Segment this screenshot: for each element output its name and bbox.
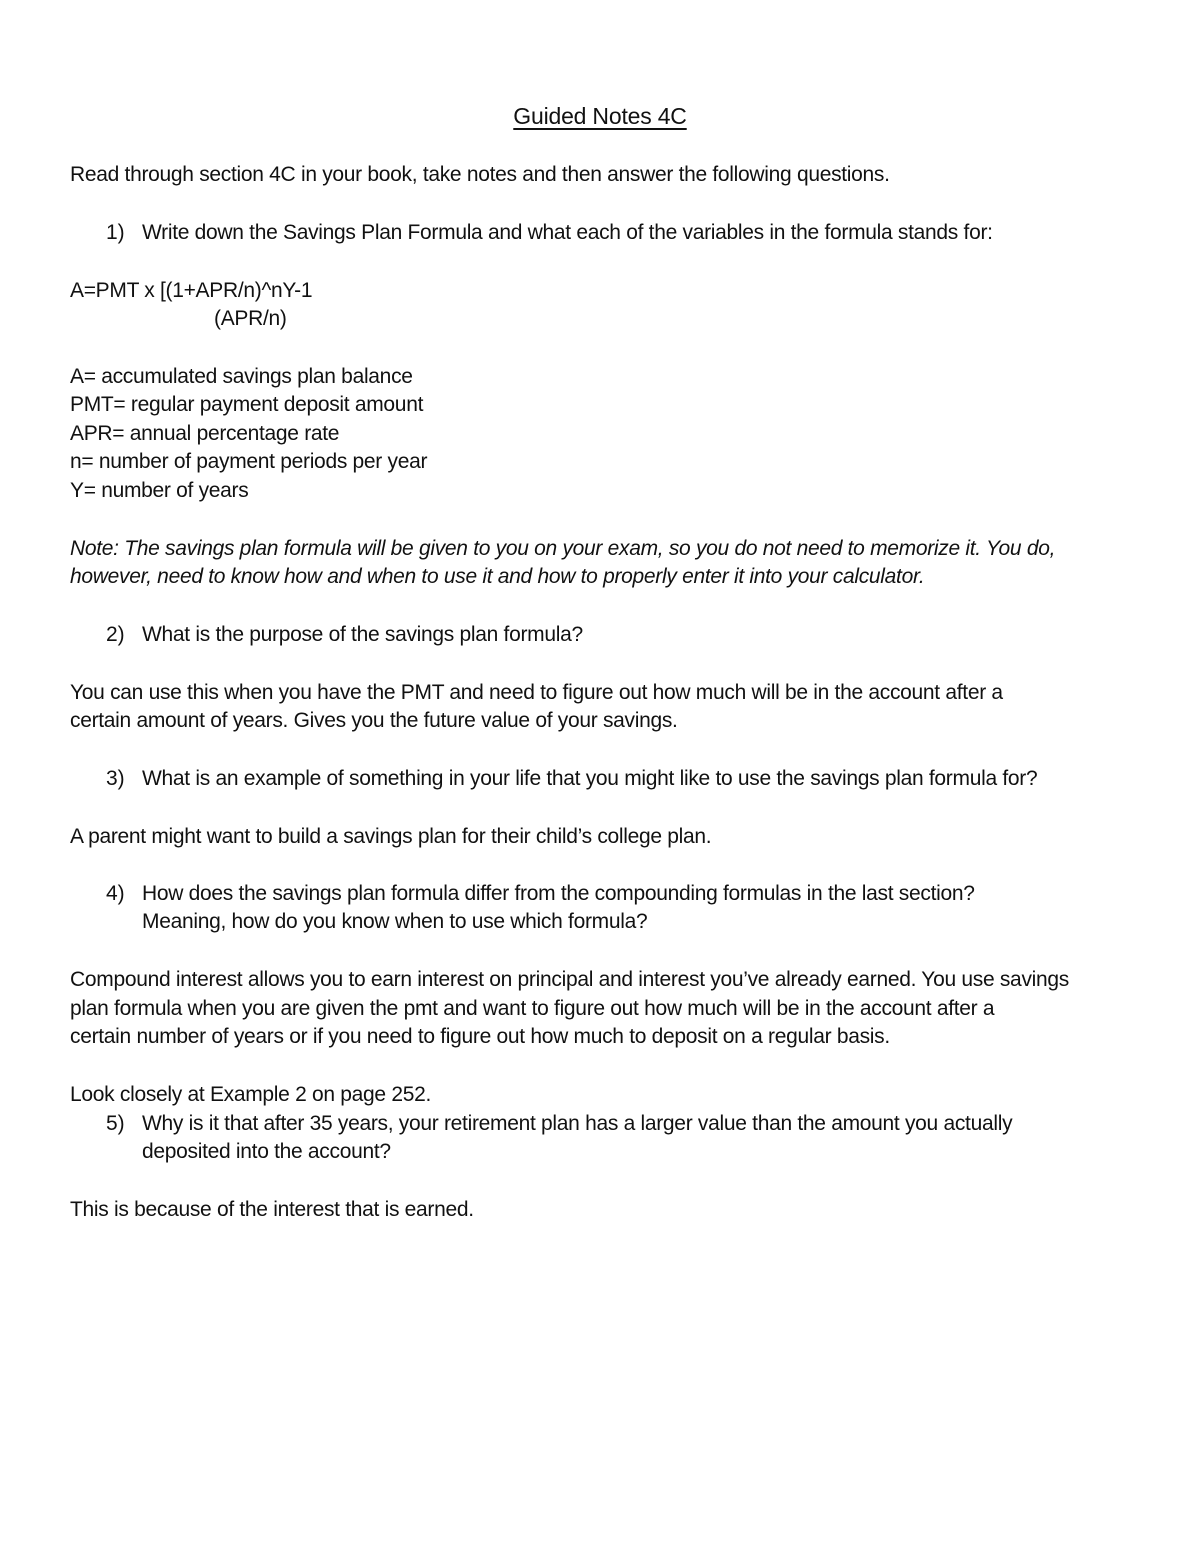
question-3-text: What is an example of something in your life that you might like to use the savings plan formula for? [142, 767, 1038, 790]
question-1-number: 1) [106, 221, 125, 244]
variable-y: Y= number of years [70, 479, 249, 502]
question-5-line-2: deposited into the account? [142, 1140, 391, 1163]
variable-n: n= number of payment periods per year [70, 450, 428, 473]
intro-text: Read through section 4C in your book, take notes and then answer the following questions. [70, 163, 890, 186]
answer-4-line-1: Compound interest allows you to earn interest on principal and interest you’ve already earned. You use savings [70, 968, 1069, 991]
question-5-number: 5) [106, 1112, 125, 1135]
question-2-text: What is the purpose of the savings plan formula? [142, 623, 583, 646]
note-line-1: Note: The savings plan formula will be given to you on your exam, so you do not need to memorize it. You do, [70, 537, 1056, 560]
formula-numerator: A=PMT x [(1+APR/n)^nY-1 [70, 279, 313, 302]
note-line-2: however, need to know how and when to use it and how to properly enter it into your calculator. [70, 565, 925, 588]
variable-a: A= accumulated savings plan balance [70, 365, 413, 388]
question-5-line-1: Why is it that after 35 years, your retirement plan has a larger value than the amount you actually [142, 1112, 1013, 1135]
question-4-line-2: Meaning, how do you know when to use which formula? [142, 910, 648, 933]
answer-4-line-3: certain number of years or if you need to figure out how much to deposit on a regular basis. [70, 1025, 890, 1048]
document-title: Guided Notes 4C [513, 103, 687, 129]
answer-5-text: This is because of the interest that is earned. [70, 1198, 474, 1221]
answer-2-line-2: certain amount of years. Gives you the future value of your savings. [70, 709, 678, 732]
variable-pmt: PMT= regular payment deposit amount [70, 393, 424, 416]
question-3-number: 3) [106, 767, 125, 790]
answer-4-line-2: plan formula when you are given the pmt and want to figure out how much will be in the account after a [70, 997, 995, 1020]
question-1-text: Write down the Savings Plan Formula and what each of the variables in the formula stands for: [142, 221, 993, 244]
question-2-number: 2) [106, 623, 125, 646]
variable-apr: APR= annual percentage rate [70, 422, 340, 445]
question-4-number: 4) [106, 882, 125, 905]
answer-3-text: A parent might want to build a savings plan for their child’s college plan. [70, 825, 712, 848]
example-reference: Look closely at Example 2 on page 252. [70, 1083, 432, 1106]
formula-denominator: (APR/n) [214, 307, 287, 330]
answer-2-line-1: You can use this when you have the PMT and need to figure out how much will be in the account after a [70, 681, 1003, 704]
question-4-line-1: How does the savings plan formula differ from the compounding formulas in the last section? [142, 882, 975, 905]
